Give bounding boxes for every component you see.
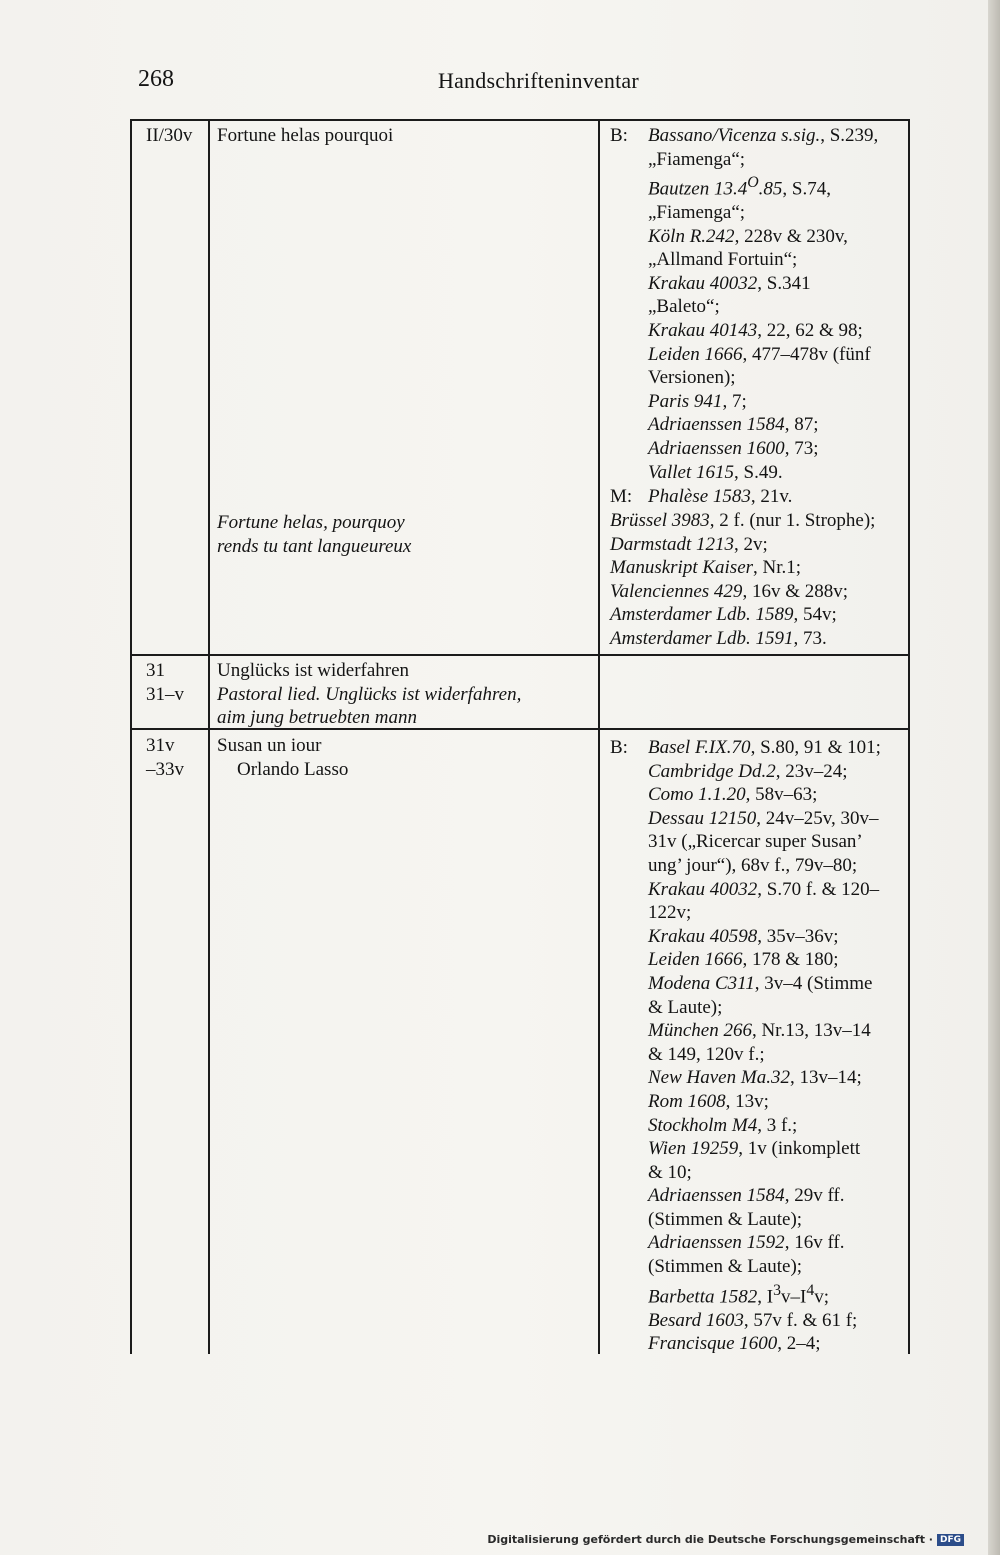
source-detail: , 24v–25v, 30v– [756,807,879,829]
source-detail: , 2v; [734,533,768,555]
source-entry [610,509,875,533]
source-detail: , 21v. [750,486,793,507]
source-detail: , Nr.13, 13v–14 [751,1020,871,1042]
source-detail: & Laute); [648,996,723,1018]
source-siglum: Vallet 1615 [648,461,735,483]
source-entry [648,1231,881,1255]
source-detail: , 87; [784,414,819,436]
source-entry [648,295,878,319]
source-siglum: Darmstadt 1213 [610,533,735,555]
source-siglum: Francisque 1600 [648,1333,778,1355]
source-entry [648,124,878,148]
digitization-credit [487,1533,964,1546]
source-siglum: Bautzen 13.4 [648,178,748,200]
row1-sources [610,124,910,654]
source-entry [648,171,878,201]
source-detail: & 149, 120v f.; [648,1043,765,1065]
source-siglum: Valenciennes 429 [610,580,743,602]
row1-folio [146,124,192,148]
source-detail: , 57v f. & 61 f; [743,1309,858,1331]
source-detail: 122v; [648,902,692,924]
source-detail: , 54v; [793,604,837,626]
source-detail: Versionen); [648,367,736,389]
source-detail: , 35v–36v; [757,925,839,947]
source-sigil-b: B: [610,125,628,146]
source-entry [648,925,881,949]
source-entry [648,783,881,807]
source-entry [648,854,881,878]
row2-folio [146,659,184,706]
source-entry [648,390,878,414]
source-siglum: Krakau 40032 [648,878,758,900]
source-detail: , I [757,1285,774,1307]
source-siglum: Köln R.242 [648,225,735,247]
source-detail: „Allmand Fortuin“; [648,249,798,271]
column-divider-2 [598,119,600,1354]
source-detail: , Nr.1; [753,557,802,579]
source-detail: , 1v (inkomplett [738,1138,861,1160]
source-siglum: Amsterdamer Ldb. 1591 [610,627,794,649]
source-siglum: Adriaenssen 1584 [648,1185,785,1207]
source-first-m [648,485,792,509]
source-detail: 31v („Ricercar super Susan’ [648,831,863,853]
source-siglum: Como 1.1.20 [648,784,746,806]
piece-title: Unglücks ist widerfahren [217,660,410,681]
page-number: 268 [138,66,174,92]
source-entry [648,1255,881,1279]
folio-range: –33v [146,758,184,780]
source-entry [648,437,878,461]
source-siglum: Amsterdamer Ldb. 1589 [610,604,794,626]
detail-superscript: 4 [806,1281,815,1299]
source-detail: , S.341 [757,272,811,294]
source-siglum: Krakau 40598 [648,925,758,947]
source-entry [648,343,878,367]
source-entry [648,1279,881,1309]
source-entry [648,948,881,972]
running-title: Handschrifteninventar [438,68,639,93]
source-entry [648,1114,881,1138]
source-detail: , 23v–24; [775,760,848,782]
source-siglum-cont: .85 [758,178,783,200]
source-siglum: Basel F.IX.70 [648,737,751,758]
source-entry [648,878,881,902]
source-list-m [610,509,875,651]
piece-title: Fortune helas pourquoi [217,125,394,146]
source-detail: „Fiamenga“; [648,148,746,170]
source-entry [648,1184,881,1208]
source-siglum: Adriaenssen 1592 [648,1232,785,1254]
row-rule-1 [130,654,910,656]
source-detail: , 58v–63; [745,784,818,806]
source-siglum: Dessau 12150 [648,807,757,829]
source-detail: , 3v–4 (Stimme [754,972,873,994]
source-list-b [648,736,881,1356]
incipit-line: Fortune helas, pourquoy [217,512,405,533]
source-list-b [648,124,878,484]
source-siglum: München 266 [648,1020,752,1042]
row3-title-cell [217,734,348,781]
piece-title: Susan un iour [217,735,322,756]
source-siglum: Leiden 1666 [648,949,743,971]
composer-name: Orlando Lasso [237,758,349,780]
detail-superscript: 3 [773,1281,781,1299]
row2-title-cell [217,659,521,730]
dfg-logo: DFG [937,1534,964,1546]
row1-title-cell [217,124,393,148]
source-siglum: Wien 19259 [648,1138,739,1160]
source-entry [648,225,878,249]
row3-folio [146,734,184,781]
source-entry [610,533,875,557]
source-entry [648,972,881,996]
source-detail: , 29v ff. [784,1185,845,1207]
source-detail: , 2 f. (nur 1. Strophe); [709,510,876,531]
source-detail-cont: v–I [781,1285,807,1307]
source-siglum: Adriaenssen 1584 [648,414,785,436]
source-detail: , 16v & 288v; [742,580,848,602]
source-detail: „Fiamenga“; [648,202,746,224]
folio-number: 31 [146,660,165,681]
source-detail: , 13v–14; [789,1067,862,1089]
source-detail: „Baleto“; [648,296,720,318]
source-siglum: Stockholm M4 [648,1114,758,1136]
row1-incipit [217,511,411,558]
siglum-superscript: O [747,174,759,192]
incipit-line: rends tu tant langueureux [217,535,412,557]
source-siglum: Rom 1608 [648,1090,726,1112]
source-siglum: Brüssel 3983 [610,510,710,531]
source-siglum: Leiden 1666 [648,343,743,365]
source-detail: (Stimmen & Laute); [648,1208,803,1230]
source-siglum: Manuskript Kaiser [610,557,754,579]
source-entry [648,248,878,272]
source-entry [648,1043,881,1067]
source-entry [648,1208,881,1232]
source-entry [610,603,875,627]
row3-sources [610,736,910,1356]
source-entry [648,807,881,831]
source-siglum: Besard 1603 [648,1309,744,1331]
source-entry [648,1309,881,1333]
folio-number: II/30v [146,125,193,146]
source-detail: , S.49. [734,461,783,483]
source-siglum: Cambridge Dd.2 [648,760,776,782]
source-entry [648,148,878,172]
source-siglum: Modena C311 [648,972,755,994]
source-entry [648,1161,881,1185]
source-entry [648,996,881,1020]
source-detail: & 10; [648,1161,692,1183]
source-detail: , 73; [784,438,819,460]
table-left-rule [130,119,132,1354]
source-entry [648,272,878,296]
source-siglum: Phalèse 1583 [648,486,751,507]
source-sigil-m: M: [610,486,633,507]
source-detail: , 178 & 180; [742,949,839,971]
source-detail: , 3 f.; [757,1114,798,1136]
source-detail: , 477–478v (fünf [742,343,871,365]
source-siglum: Krakau 40143 [648,320,758,342]
credit-text: Digitalisierung gefördert durch die Deutsche Forschungsgemeinschaft · [487,1533,933,1546]
source-entry [648,413,878,437]
column-divider-1 [208,119,210,1354]
source-siglum: Bassano/Vicenza s.sig. [648,125,821,146]
source-entry [648,1090,881,1114]
source-siglum: Barbetta 1582 [648,1285,758,1307]
source-detail: ung’ jour“), 68v f., 79v–80; [648,854,858,876]
source-detail: , S.239, [820,125,879,146]
source-entry [648,1137,881,1161]
source-siglum: Paris 941 [648,390,723,412]
page-edge [988,0,1000,1555]
source-detail: , 22, 62 & 98; [757,320,863,342]
table-top-rule [130,119,910,121]
source-entry [648,366,878,390]
source-entry [648,201,878,225]
source-detail: (Stimmen & Laute); [648,1256,803,1278]
source-detail: , 2–4; [777,1333,821,1355]
source-siglum: Adriaenssen 1600 [648,438,785,460]
source-siglum: New Haven Ma.32 [648,1067,790,1089]
source-entry [648,736,881,760]
source-detail: , 73. [793,627,827,649]
source-detail: , 16v ff. [784,1232,845,1254]
source-entry [610,580,875,604]
source-sigil-b: B: [610,737,628,758]
source-entry [648,901,881,925]
source-entry [648,1332,881,1356]
source-detail: , 228v & 230v, [734,225,848,247]
source-entry [648,760,881,784]
source-entry [648,830,881,854]
source-entry [648,319,878,343]
source-detail: , 7; [722,390,747,412]
source-entry [648,461,878,485]
folio-range: 31–v [146,683,184,705]
source-detail: , 13v; [725,1090,769,1112]
source-detail-cont: v; [814,1285,830,1307]
source-entry [610,556,875,580]
source-detail: , S.74, [782,178,831,200]
source-siglum: Krakau 40032 [648,272,758,294]
folio-number: 31v [146,735,175,756]
source-entry [648,1019,881,1043]
source-detail: , S.80, 91 & 101; [750,737,881,758]
source-entry [648,485,792,509]
source-detail: , S.70 f. & 120– [757,878,880,900]
source-entry [648,1066,881,1090]
incipit-line: Pastoral lied. Unglücks ist widerfahren, [217,683,522,705]
incipit-line: aim jung betruebten mann [217,707,418,729]
source-entry [610,627,875,651]
